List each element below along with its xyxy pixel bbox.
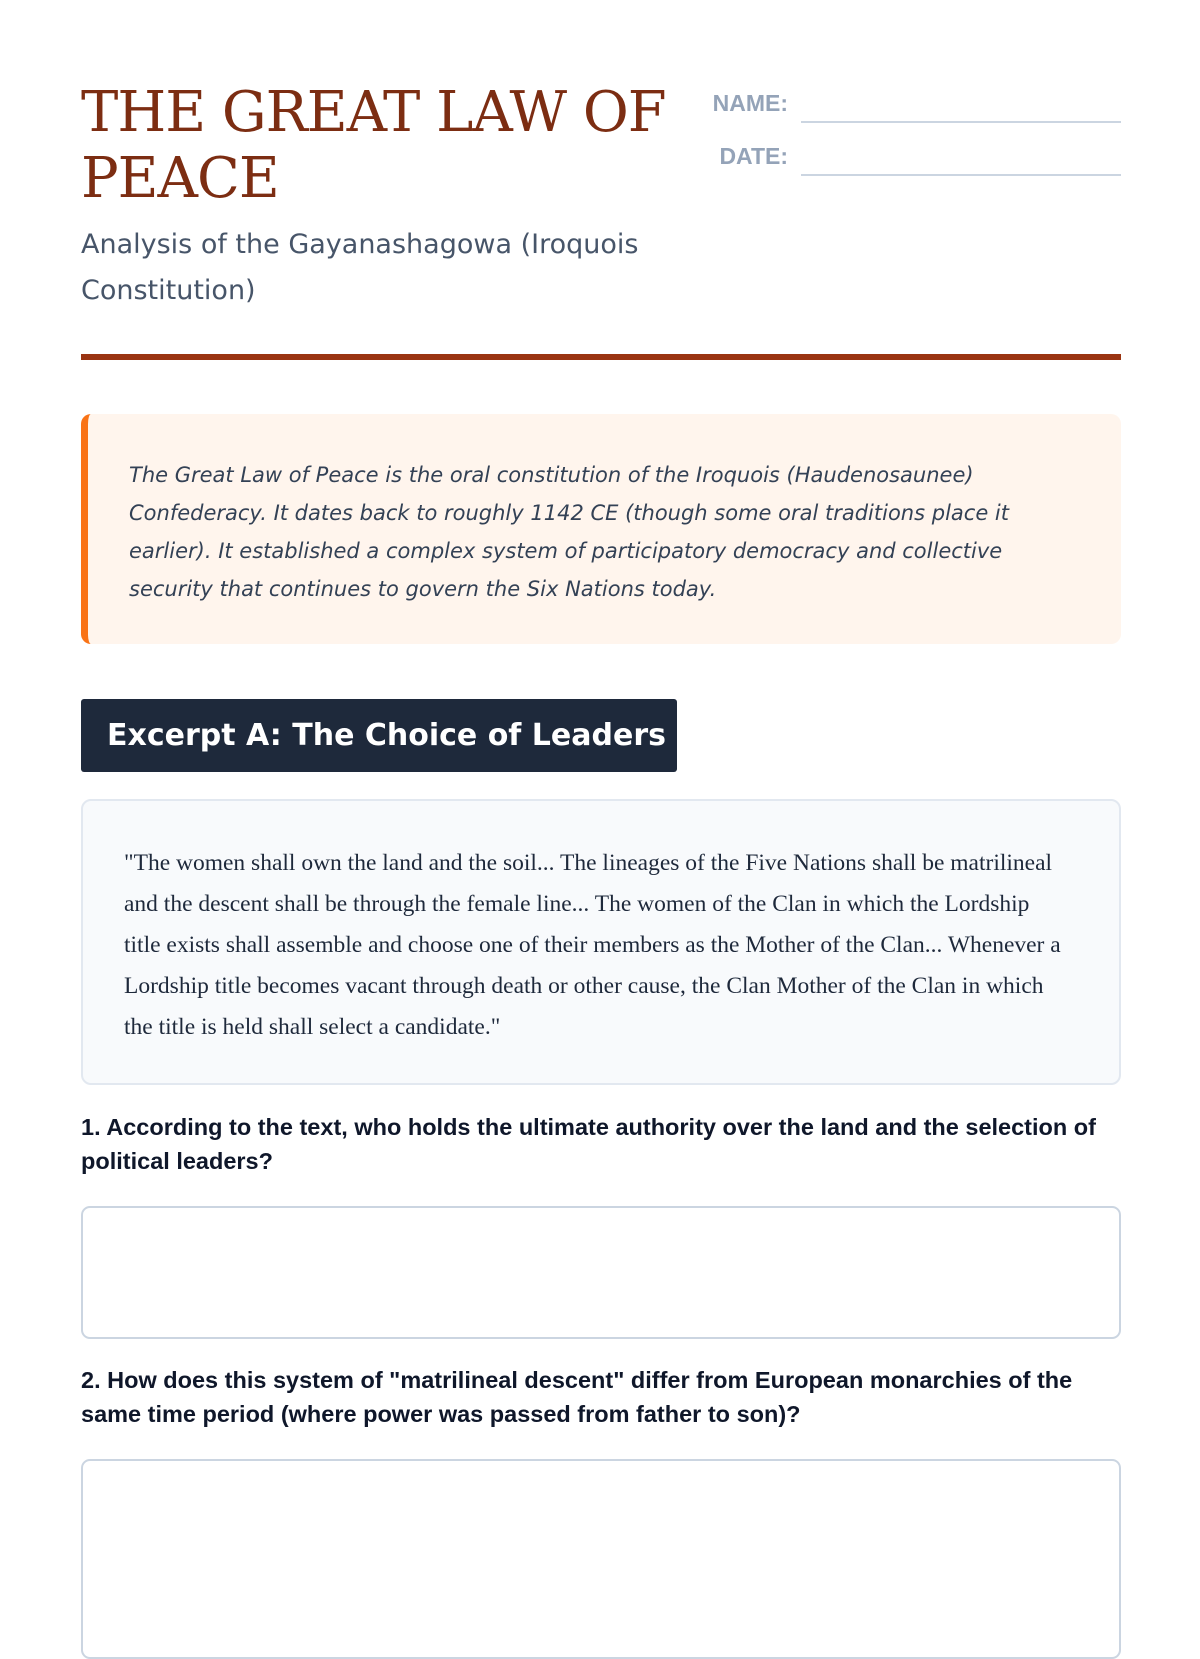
name-label: NAME: [712, 90, 788, 116]
name-line[interactable] [801, 121, 1121, 123]
date-line[interactable] [801, 174, 1121, 176]
date-field-row [696, 139, 1121, 179]
question-2: 2. How does this system of "matrilineal descent" differ from European monarchies of the same time period (where power was passed from father to son)? [81, 1367, 1073, 1427]
intro-callout: The Great Law of Peace is the oral constitution of the Iroquois (Haudenosaunee) Confederacy. It dates back to roughly 1142 CE (though some oral traditions place it earlier). It established a complex system of participatory democracy and collective security that continues to govern the Six Nations today. [81, 414, 1121, 644]
page-title: THE GREAT LAW OF PEACE [81, 80, 666, 211]
answer-box-1[interactable] [81, 1206, 1121, 1339]
header-divider [81, 354, 1121, 360]
page-subtitle: Analysis of the Gayanashagowa (Iroquois Constitution) [81, 229, 639, 306]
date-label: DATE: [719, 143, 788, 169]
question-1: 1. According to the text, who holds the ultimate authority over the land and the selection of political leaders? [81, 1114, 1096, 1174]
answer-box-2[interactable] [81, 1459, 1121, 1659]
worksheet-page [81, 0, 1121, 1427]
excerpt-a-heading: Excerpt A: The Choice of Leaders [81, 699, 677, 772]
excerpt-a-quote: "The women shall own the land and the soil... The lineages of the Five Nations shall be matrilineal and the descent shall be through the female line... The women of the Clan in which the Lordship title exists shall assemble and choose one of their members as the Mother of the Clan... Whenever a Lordship title becomes vacant through death or other cause, the Clan Mother of the Clan in which the title is held shall select a candidate." [81, 799, 1121, 1085]
name-field-row [696, 86, 1121, 126]
worksheet-header [81, 0, 1121, 360]
